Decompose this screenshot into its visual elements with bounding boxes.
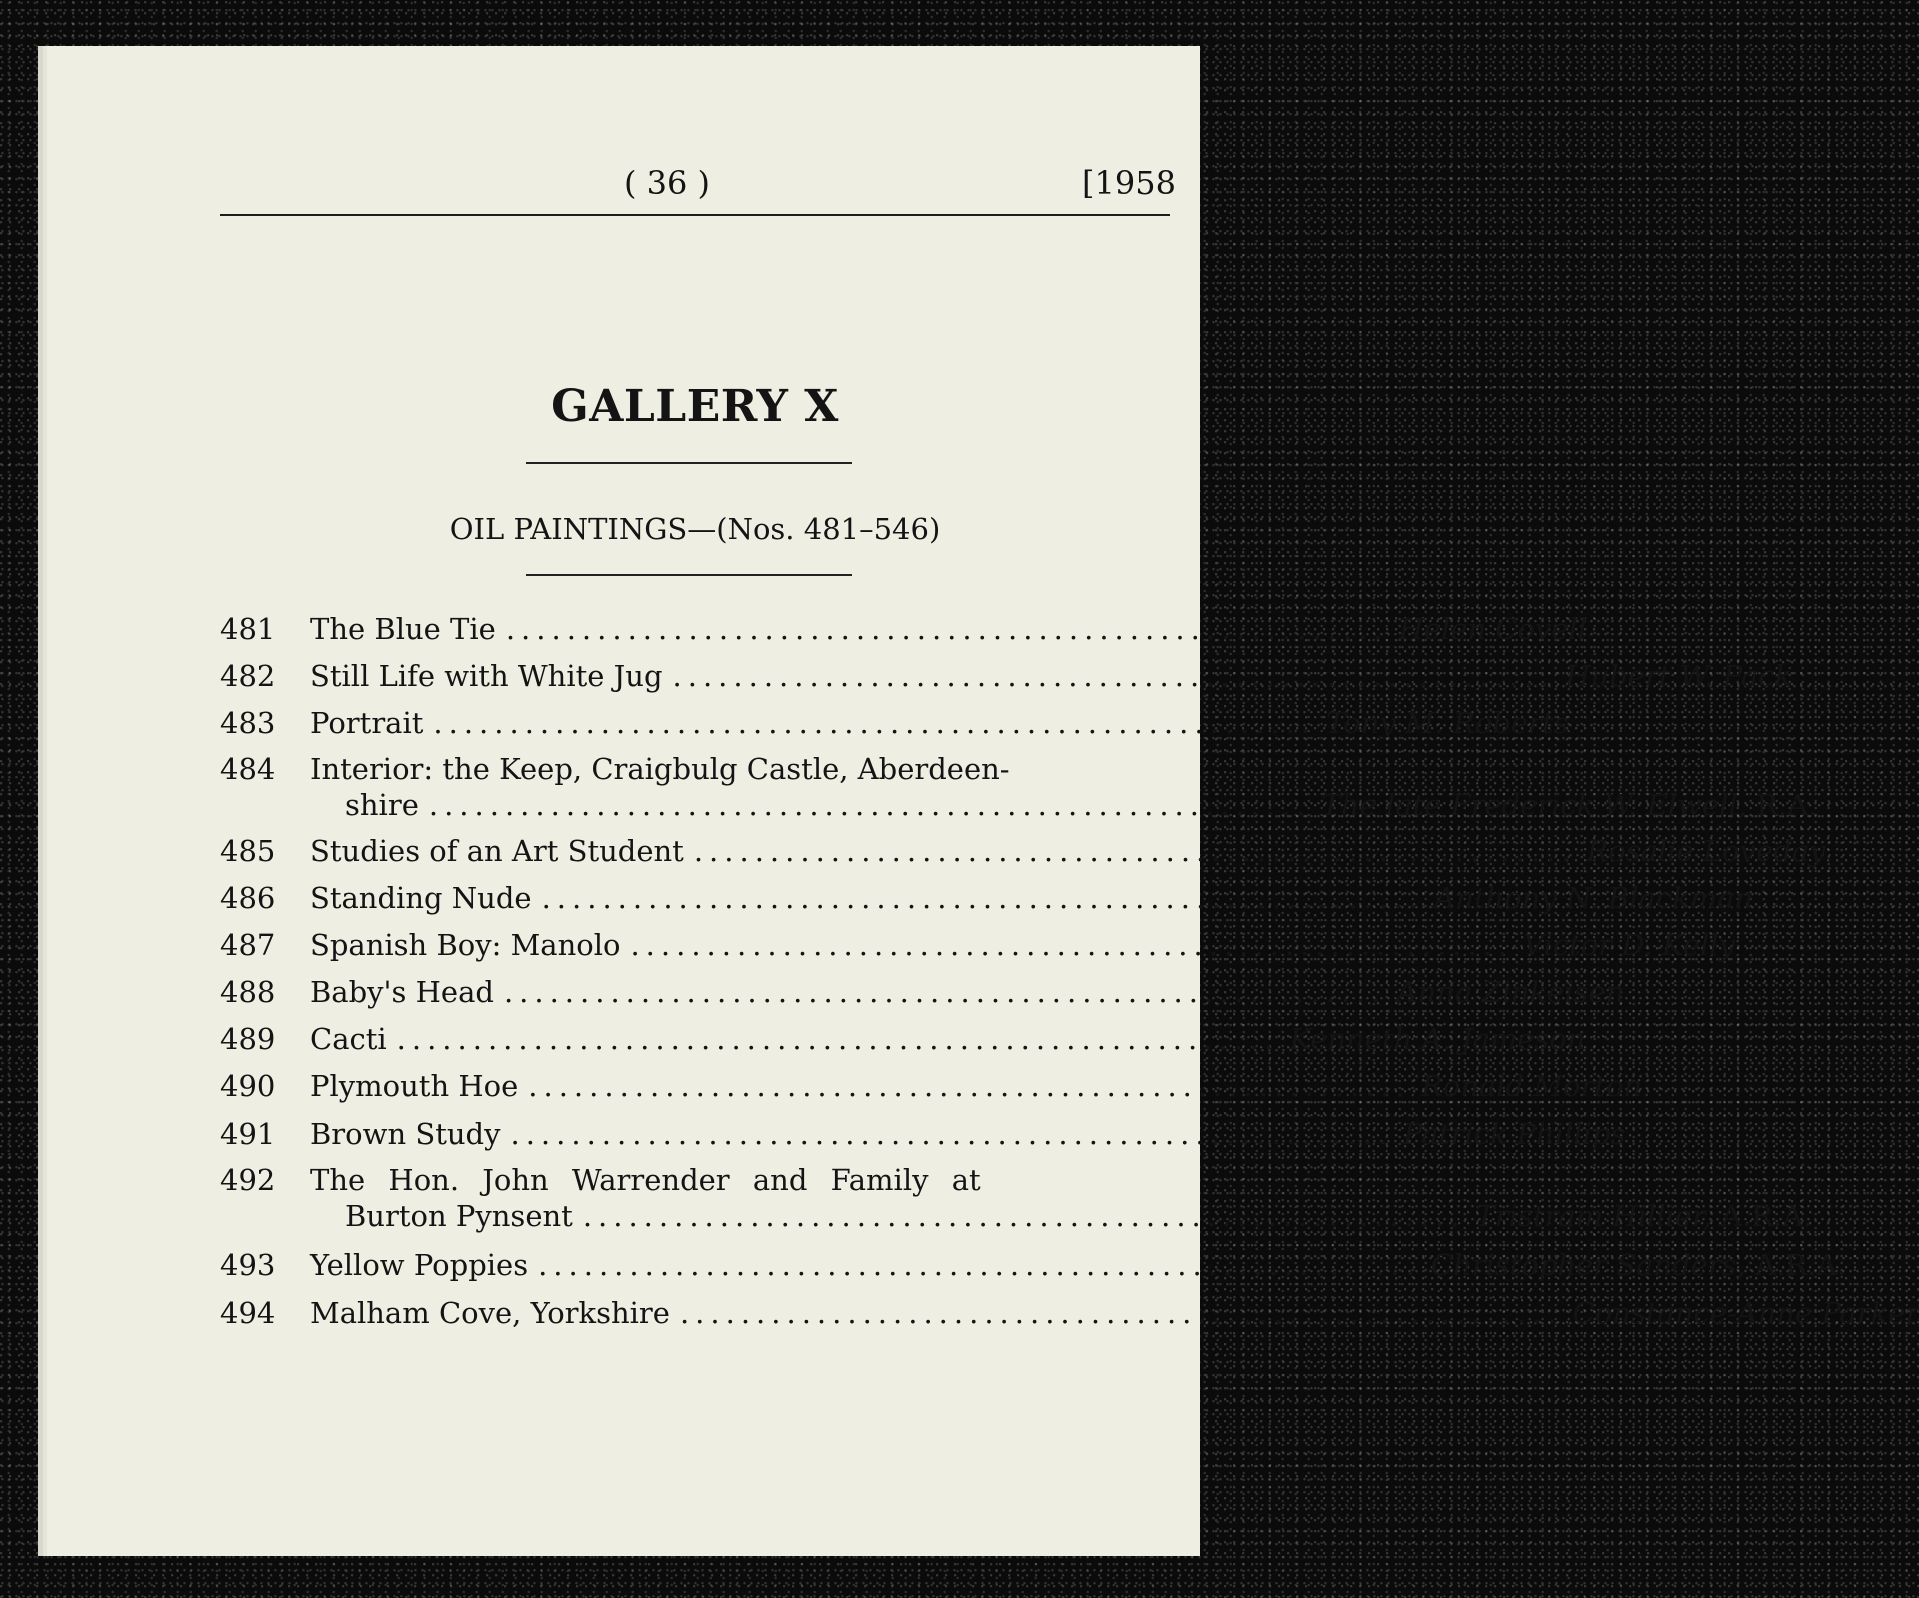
entry-title: Standing Nude	[310, 881, 532, 915]
catalogue-entry-continued	[220, 1199, 1813, 1239]
entry-line	[310, 752, 1210, 786]
entry-number: 486	[220, 881, 276, 915]
entry-number: 494	[220, 1296, 276, 1330]
entry-artist: Hubert W. Pack	[1565, 659, 1793, 693]
entry-number: 485	[220, 834, 276, 868]
entry-line	[310, 706, 1569, 740]
entry-line	[310, 659, 1793, 693]
entry-number: 490	[220, 1069, 276, 1103]
section-subtitle: OIL PAINTINGS—(Nos. 481–546)	[449, 512, 941, 546]
catalogue-entry	[220, 612, 1588, 652]
entry-line	[310, 975, 1625, 1009]
entry-line	[310, 881, 1754, 915]
artist-name: The late Frederick W. Elwell,	[1321, 788, 1747, 822]
entry-title-continued: shire	[345, 788, 419, 822]
entry-number: 488	[220, 975, 276, 1009]
leader-dots: ..........................................................	[693, 834, 1577, 868]
entry-line	[310, 612, 1588, 646]
gallery-title: GALLERY X	[551, 381, 839, 432]
entry-number: 489	[220, 1022, 276, 1056]
catalogue-entry	[220, 881, 1754, 921]
entry-artist	[1431, 1248, 1847, 1282]
entry-title: Interior: the Keep, Craigbulg Castle, Aberdeen-	[310, 752, 1010, 786]
catalogue-entry	[220, 752, 1210, 792]
entry-number: 481	[220, 612, 276, 646]
leader-dots: ..........................................................	[428, 788, 1312, 822]
entry-line	[310, 1069, 1643, 1103]
artist-honour: A.R.A.	[1721, 1199, 1813, 1233]
entry-artist: Constance-Anne Parker	[1572, 1296, 1919, 1330]
entry-artist: Tony M. Roberts	[1326, 706, 1569, 740]
entry-number: 491	[220, 1117, 276, 1151]
entry-title: Spanish Boy: Manolo	[310, 928, 621, 962]
catalogue-entry	[220, 706, 1569, 746]
entry-title: Yellow Poppies	[310, 1248, 529, 1282]
entry-number: 482	[220, 659, 276, 693]
artist-honour: R.A.	[1756, 788, 1818, 822]
leader-dots: ..........................................................	[538, 1248, 1421, 1282]
entry-title: Still Life with White Jug	[310, 659, 663, 693]
entry-line	[310, 1296, 1919, 1330]
entry-number: 483	[220, 706, 276, 740]
catalogue-entry	[220, 1248, 1847, 1288]
leader-dots: ..........................................................	[528, 1069, 1411, 1103]
catalogue-entry	[220, 1117, 1626, 1157]
entry-artist: Ronald Morton	[1420, 1069, 1643, 1103]
entry-title: Cacti	[310, 1022, 387, 1056]
entry-artist: Rosalie Loveday	[1586, 834, 1826, 868]
artist-honour: A.R.A.	[1755, 1248, 1847, 1282]
entry-title: Studies of an Art Student	[310, 834, 684, 868]
header-rule	[220, 214, 1170, 216]
entry-title: The Blue Tie	[310, 612, 496, 646]
leader-dots: ..........................................................	[541, 881, 1425, 915]
catalogue-entry	[220, 975, 1625, 1015]
entry-number: 493	[220, 1248, 276, 1282]
entry-title: Portrait	[310, 706, 424, 740]
leader-dots: ..........................................................	[433, 706, 1317, 740]
catalogue-entry	[220, 834, 1826, 874]
entry-number: 492	[220, 1163, 276, 1197]
entry-number: 484	[220, 752, 276, 786]
leader-dots: ..........................................................	[503, 975, 1387, 1009]
entry-artist	[1475, 1199, 1812, 1233]
subtitle-rule	[526, 574, 852, 576]
entry-artist: Patrick Phillips	[1403, 1117, 1626, 1151]
entry-line	[310, 1117, 1626, 1151]
catalogue-entry	[220, 1069, 1643, 1109]
entry-title: Brown Study	[310, 1117, 501, 1151]
entry-line	[310, 834, 1826, 868]
entry-line	[310, 1022, 1586, 1056]
title-rule	[526, 462, 852, 464]
entry-line	[310, 1248, 1847, 1282]
leader-dots: ..........................................................	[672, 659, 1556, 693]
entry-artist: Anthony N. Blackman	[1434, 881, 1754, 915]
leader-dots: ..........................................................	[510, 1117, 1394, 1151]
catalogue-entry	[220, 1022, 1586, 1062]
leader-dots: ..........................................................	[679, 1296, 1563, 1330]
entry-title: Malham Cove, Yorkshire	[310, 1296, 670, 1330]
catalogue-entry	[220, 1163, 1210, 1203]
entry-line	[310, 1163, 1210, 1197]
leader-dots: ..........................................................	[396, 1022, 1280, 1056]
leader-dots: ..........................................................	[630, 928, 1514, 962]
leader-dots: ..........................................................	[505, 612, 1389, 646]
artist-name: Christopher Sanders,	[1430, 1248, 1746, 1282]
entry-artist: Anna Zinkeisen	[1396, 975, 1625, 1009]
catalogue-page	[38, 46, 1919, 1556]
page-year: [1958	[1082, 164, 1176, 202]
catalogue-entry	[220, 659, 1793, 699]
entry-title: The Hon. John Warrender and Family at	[310, 1163, 981, 1197]
catalogue-entry-continued	[220, 788, 1818, 828]
entry-line	[310, 928, 1735, 962]
entry-title: Baby's Head	[310, 975, 494, 1009]
artist-name: Tristram Hillier,	[1475, 1199, 1712, 1233]
entry-line	[345, 1199, 1813, 1233]
entry-title-continued: Burton Pynsent	[345, 1199, 573, 1233]
entry-artist: Victor D. Kelly	[1523, 928, 1735, 962]
page-number: ( 36 )	[624, 164, 711, 202]
entry-number: 487	[220, 928, 276, 962]
entry-artist	[1322, 788, 1818, 822]
catalogue-entry	[220, 928, 1735, 968]
entry-title: Plymouth Hoe	[310, 1069, 519, 1103]
entry-artist: Kenneth A. Jameson	[1289, 1022, 1586, 1056]
leader-dots: ..........................................................	[582, 1199, 1466, 1233]
catalogue-entry	[220, 1296, 1919, 1336]
entry-artist: Helen Covell	[1398, 612, 1588, 646]
entry-line	[345, 788, 1818, 822]
